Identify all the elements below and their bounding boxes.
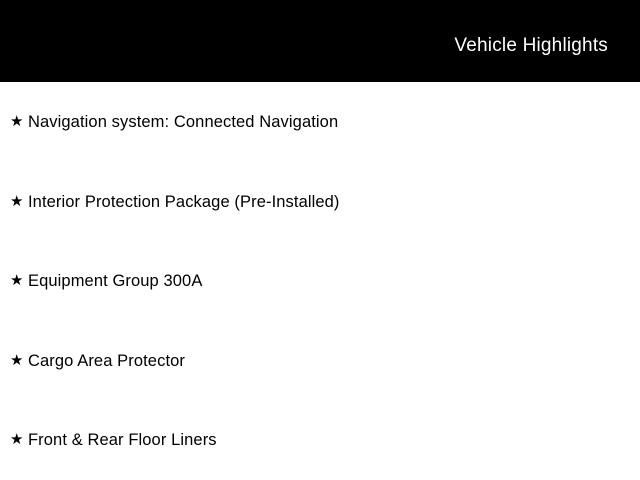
- star-icon: ★: [10, 272, 24, 289]
- page-title: Vehicle Highlights: [454, 34, 608, 56]
- header-bar: [0, 0, 640, 82]
- highlight-label: Interior Protection Package (Pre-Installed): [28, 192, 340, 211]
- highlight-label: Equipment Group 300A: [28, 272, 203, 290]
- list-item: [0, 162, 640, 242]
- star-icon: ★: [10, 192, 24, 210]
- list-item: [0, 82, 640, 162]
- highlight-label: Front & Rear Floor Liners: [28, 431, 217, 449]
- star-icon: ★: [10, 351, 24, 369]
- list-item: [0, 321, 640, 401]
- list-item: [0, 400, 640, 480]
- list-item: [0, 241, 640, 321]
- star-icon: ★: [10, 113, 24, 130]
- star-icon: ★: [10, 431, 24, 448]
- highlights-list: [0, 82, 640, 480]
- highlight-label: Cargo Area Protector: [28, 351, 185, 370]
- highlight-label: Navigation system: Connected Navigation: [28, 113, 339, 131]
